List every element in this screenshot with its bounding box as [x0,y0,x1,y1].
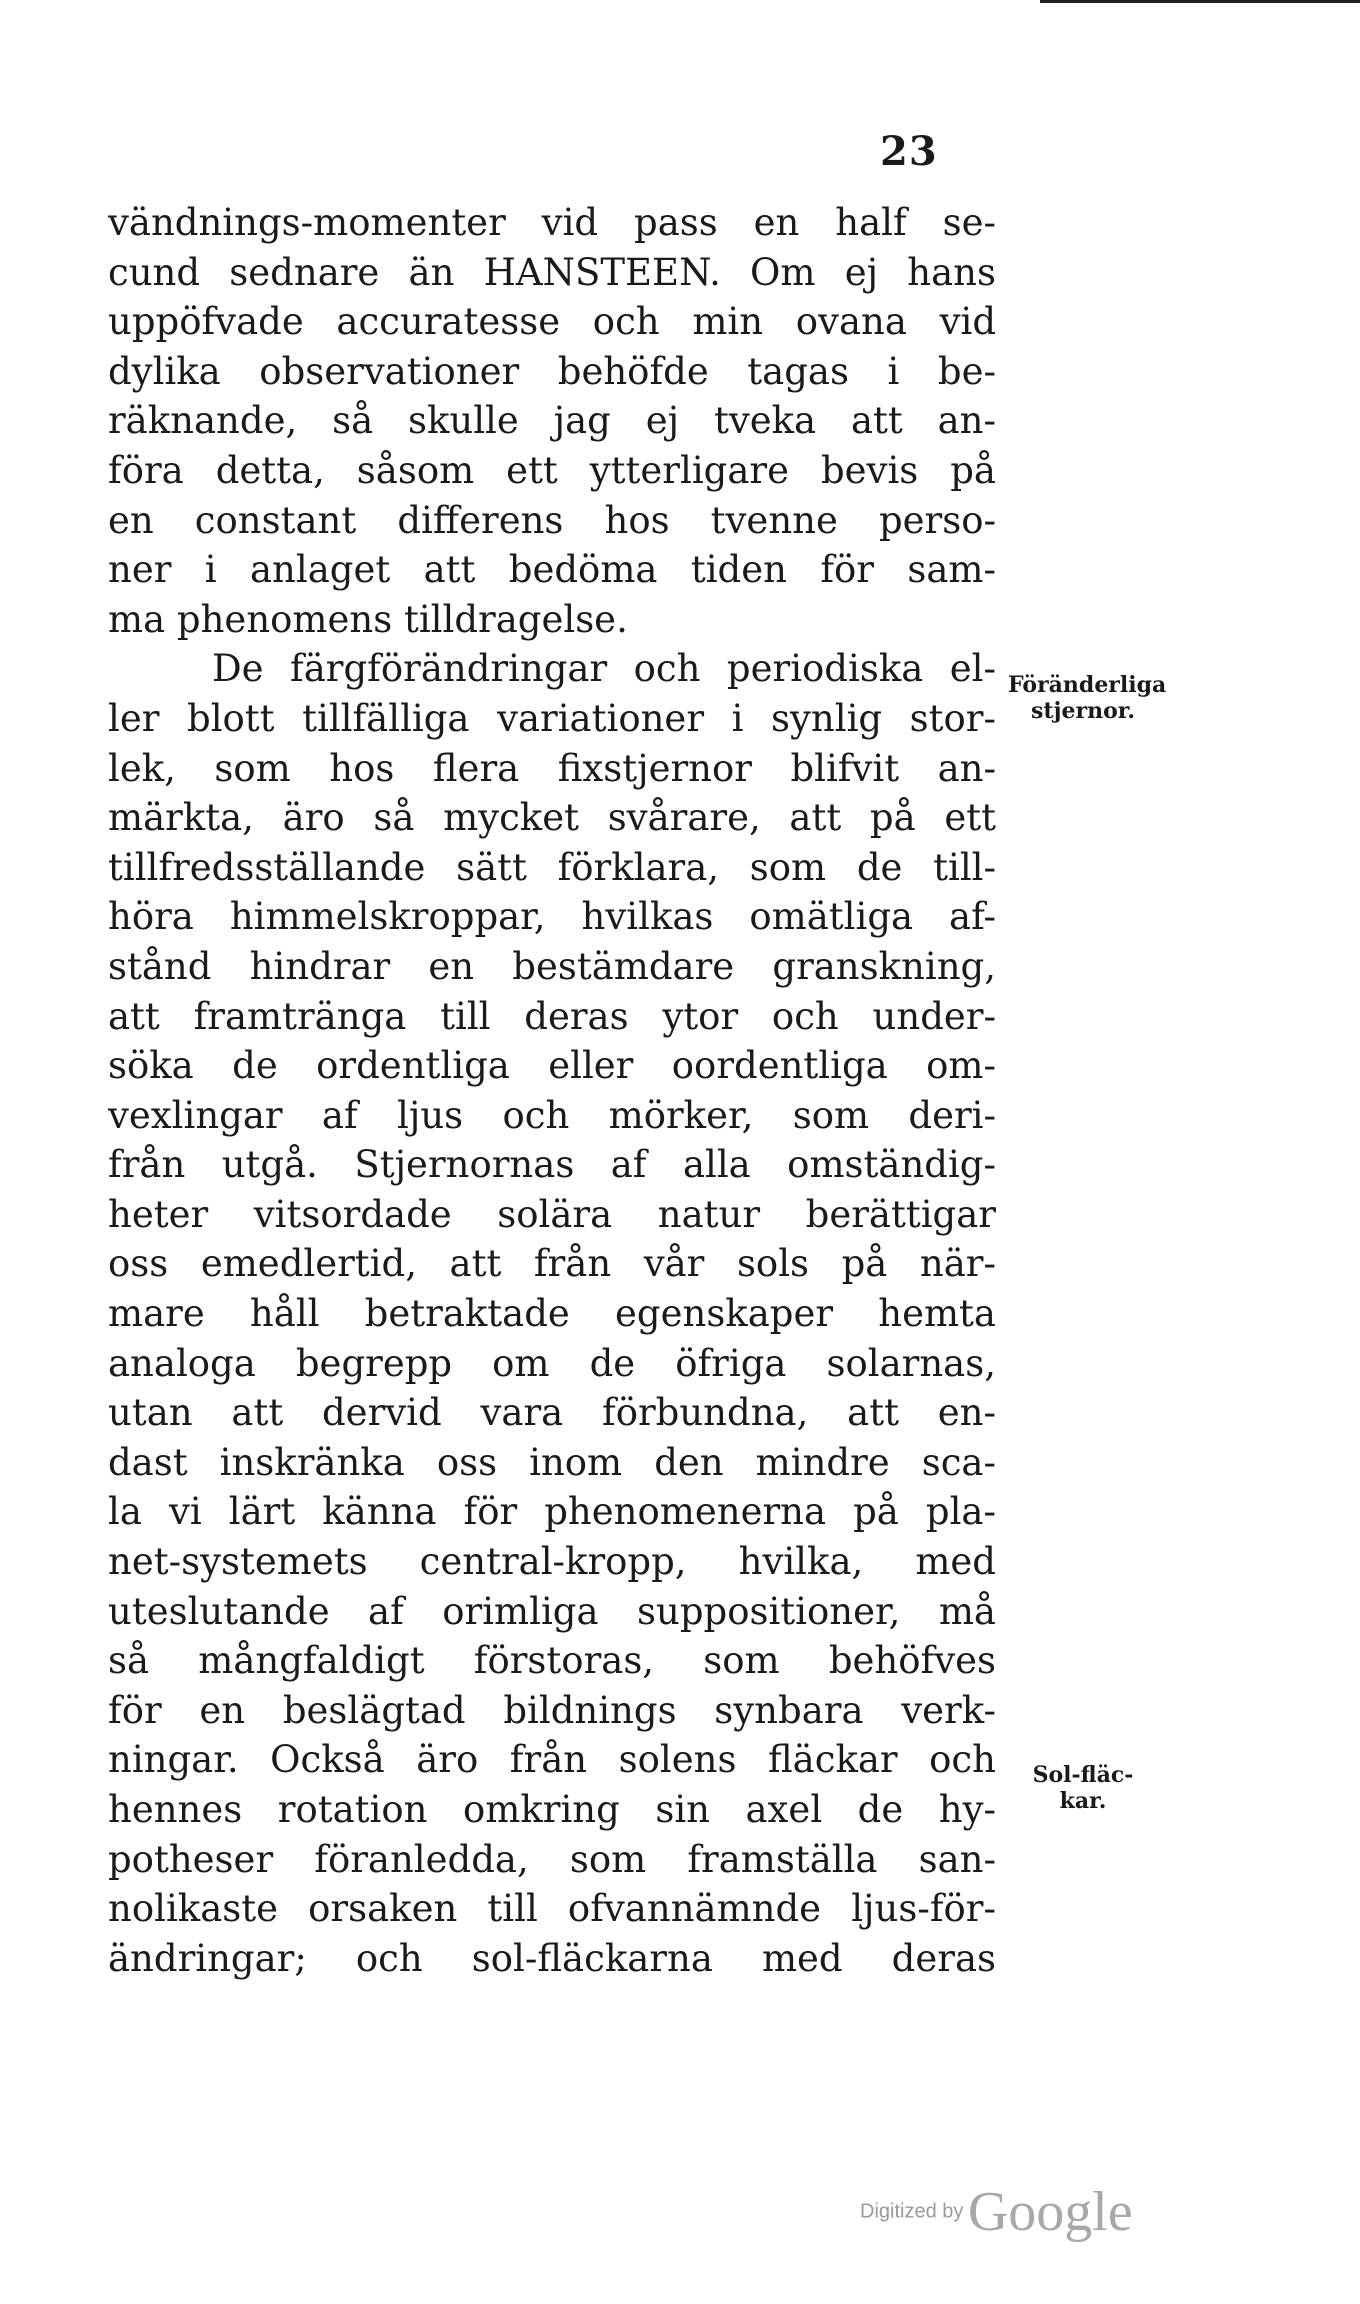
text-line: analoga begrepp om de öfriga solarnas, [108,1341,996,1385]
text-line: tillfredsställande sätt förklara, som de till- [108,845,996,889]
text-line: söka de ordentliga eller oordentliga om- [108,1044,996,1088]
text-line: uteslutande af orimliga suppositioner, må [108,1589,996,1633]
margin-note-sol-flackar [1008,1762,1158,1814]
text-line: nolikaste orsaken till ofvannämnde ljus-för- [108,1887,996,1931]
text-line: vexlingar af ljus och mörker, som deri- [108,1093,996,1137]
text-line: för en beslägtad bildnings synbara verk- [108,1688,996,1732]
text-line: uppöfvade accuratesse och min ovana vid [108,300,996,344]
text-line: räknande, så skulle jag ej tveka att an- [108,399,996,443]
margin-note-line: Föränderliga [1008,672,1167,698]
margin-note-foranderliga-stjernor [1008,672,1167,724]
text-line: höra himmelskroppar, hvilkas omätliga af- [108,895,996,939]
margin-note-line: stjernor. [1031,698,1135,724]
text-line: dast inskränka oss inom den mindre sca- [108,1440,996,1484]
body-text [108,198,996,1983]
text-line: ner i anlaget att bedöma tiden för sam- [108,548,996,592]
text-line: potheser föranledda, som framställa san- [108,1837,996,1881]
text-line: en constant differens hos tvenne perso- [108,498,996,542]
text-line: märkta, äro så mycket svårare, att på ett [108,796,996,840]
text-line: ningar. Också äro från solens fläckar och [108,1738,996,1782]
margin-note-line: kar. [1059,1788,1107,1814]
page-number: 23 [880,128,938,175]
text-line: heter vitsordade solära natur berättigar [108,1192,996,1236]
text-line: stånd hindrar en bestämdare granskning, [108,944,996,988]
text-line: dylika observationer behöfde tagas i be- [108,349,996,393]
text-line: lek, som hos flera fixstjernor blifvit an- [108,746,996,790]
text-line: De färgförändringar och periodiska el- [212,647,996,691]
digitized-watermark [860,2180,1133,2244]
watermark-prefix: Digitized by [860,2200,964,2223]
text-line: utan att dervid vara förbundna, att en- [108,1391,996,1435]
text-line: hennes rotation omkring sin axel de hy- [108,1788,996,1831]
text-line: la vi lärt känna för phenomenerna på pla- [108,1490,996,1534]
text-line: ler blott tillfälliga variationer i synlig stor- [108,696,996,740]
text-line: ma phenomens tilldragelse. [108,597,628,641]
text-line: så mångfaldigt förstoras, som behöfves [108,1639,996,1683]
text-line: att framtränga till deras ytor och under- [108,994,996,1038]
text-line: ändringar; och sol-fläckarna med deras [108,1936,996,1980]
margin-note-line: Sol-fläc- [1032,1762,1134,1788]
top-rule [1040,0,1360,3]
text-line: cund sednare än HANSTEEN. Om ej hans [108,250,996,294]
text-line: oss emedlertid, att från vår sols på när- [108,1242,996,1286]
text-line: från utgå. Stjernornas af alla omständig- [108,1143,996,1187]
text-line: vändnings-momenter vid pass en half se- [108,201,996,244]
text-line: mare håll betraktade egenskaper hemta [108,1292,996,1336]
text-line: net-systemets central-kropp, hvilka, med [108,1540,996,1584]
watermark-brand: Google [967,2181,1133,2243]
text-line: föra detta, såsom ett ytterligare bevis på [108,448,996,492]
